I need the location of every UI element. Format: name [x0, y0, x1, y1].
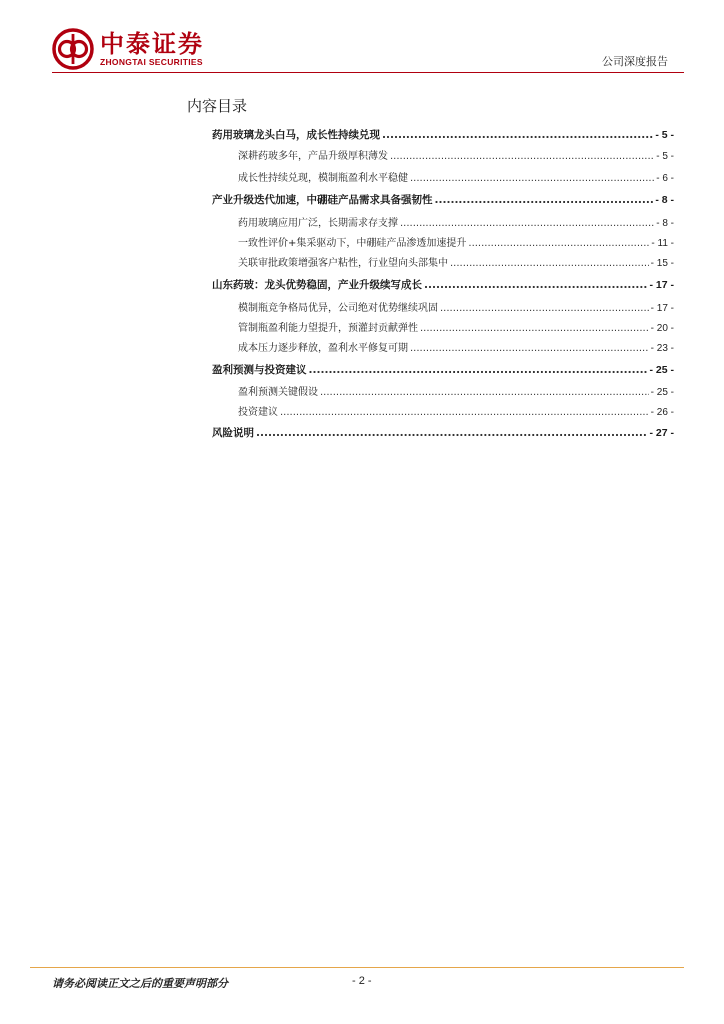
header-divider — [52, 72, 684, 73]
toc-entry-label: 成本压力逐步释放，盈利水平修复可期 — [238, 343, 408, 354]
toc-subsection-link[interactable] — [238, 234, 674, 250]
page-header — [0, 0, 724, 80]
toc-leader-dots — [420, 323, 649, 334]
toc-leader-dots — [280, 407, 649, 418]
toc-entry-page: - 6 - — [656, 173, 674, 184]
toc-subsection-link[interactable] — [238, 383, 674, 399]
toc-entry-page: - 17 - — [649, 279, 674, 291]
toc-entry-page: - 5 - — [655, 129, 674, 141]
toc-section-link[interactable] — [212, 192, 674, 208]
toc-leader-dots — [410, 343, 649, 354]
toc-entry-label: 药用玻璃应用广泛，长期需求存支撑 — [238, 218, 398, 229]
toc-entry-label: 关联审批政策增强客户粘性，行业望向头部集中 — [238, 258, 448, 269]
footer-disclaimer: 请务必阅读正文之后的重要声明部分 — [52, 977, 228, 990]
zhongtai-logo-icon — [52, 28, 94, 70]
toc-entry-label: 成长性持续兑现，模制瓶盈利水平稳健 — [238, 173, 408, 184]
toc-subsection-link[interactable] — [238, 339, 674, 355]
toc-entry-page: - 26 - — [650, 407, 674, 418]
toc-leader-dots — [450, 258, 649, 269]
toc-subsection-link[interactable] — [238, 169, 674, 185]
footer-divider — [30, 967, 684, 968]
toc-subsection-link[interactable] — [238, 147, 674, 163]
toc-entry-label: 盈利预测与投资建议 — [212, 364, 307, 376]
toc-entry-page: - 17 - — [650, 303, 674, 314]
toc-subsection-link[interactable] — [238, 214, 674, 230]
toc-subsection-link[interactable] — [238, 254, 674, 270]
toc-entry-label: 管制瓶盈利能力望提升，预灌封贡献弹性 — [238, 323, 418, 334]
toc-section-link[interactable] — [212, 127, 674, 143]
toc-leader-dots — [256, 427, 647, 439]
toc-leader-dots — [410, 173, 654, 184]
brand-name-cn: 中泰证券 — [100, 29, 204, 58]
toc-subsection-link[interactable] — [238, 299, 674, 315]
toc-leader-dots — [382, 129, 653, 141]
toc-entry-page: - 25 - — [649, 364, 674, 376]
toc-leader-dots — [390, 151, 654, 162]
toc-entry-label: 一致性评价+集采驱动下，中硼硅产品渗透加速提升 — [238, 238, 467, 249]
toc-leader-dots — [424, 279, 647, 291]
page-number: - 2 - — [352, 975, 372, 987]
toc-entry-page: - 5 - — [656, 151, 674, 162]
toc-entry-label: 模制瓶竞争格局优异，公司绝对优势继续巩固 — [238, 303, 438, 314]
toc-section-link[interactable] — [212, 277, 674, 293]
toc-entry-page: - 15 - — [650, 258, 674, 269]
toc-entry-page: - 25 - — [650, 387, 674, 398]
company-logo — [52, 28, 204, 70]
toc-title: 内容目录 — [187, 97, 248, 115]
toc-subsection-link[interactable] — [238, 319, 674, 335]
toc-subsection-link[interactable] — [238, 403, 674, 419]
toc-entry-page: - 8 - — [655, 194, 674, 206]
toc-entry-page: - 20 - — [650, 323, 674, 334]
toc-entry-page: - 23 - — [650, 343, 674, 354]
toc-leader-dots — [320, 387, 649, 398]
toc-entry-page: - 8 - — [656, 218, 674, 229]
report-type-label: 公司深度报告 — [602, 55, 668, 68]
toc-entry-label: 深耕药玻多年，产品升级厚积薄发 — [238, 151, 388, 162]
toc-entry-label: 盈利预测关键假设 — [238, 387, 318, 398]
toc-section-link[interactable] — [212, 362, 674, 378]
toc-leader-dots — [400, 218, 654, 229]
toc-section-link[interactable] — [212, 425, 674, 441]
toc-leader-dots — [468, 238, 649, 249]
toc-leader-dots — [309, 364, 648, 376]
toc-entry-label: 风险说明 — [212, 427, 254, 439]
toc-entry-label: 药用玻璃龙头白马，成长性持续兑现 — [212, 129, 380, 141]
toc-leader-dots — [435, 194, 654, 206]
toc-entry-label: 产业升级迭代加速，中硼硅产品需求具备强韧性 — [212, 194, 433, 206]
toc-leader-dots — [440, 303, 649, 314]
toc-entry-label: 山东药玻：龙头优势稳固，产业升级续写成长 — [212, 279, 422, 291]
brand-name-en: ZHONGTAI SECURITIES — [100, 56, 203, 67]
toc-entry-page: - 11 - — [651, 238, 674, 249]
toc-entry-page: - 27 - — [649, 427, 674, 439]
toc-entry-label: 投资建议 — [238, 407, 278, 418]
